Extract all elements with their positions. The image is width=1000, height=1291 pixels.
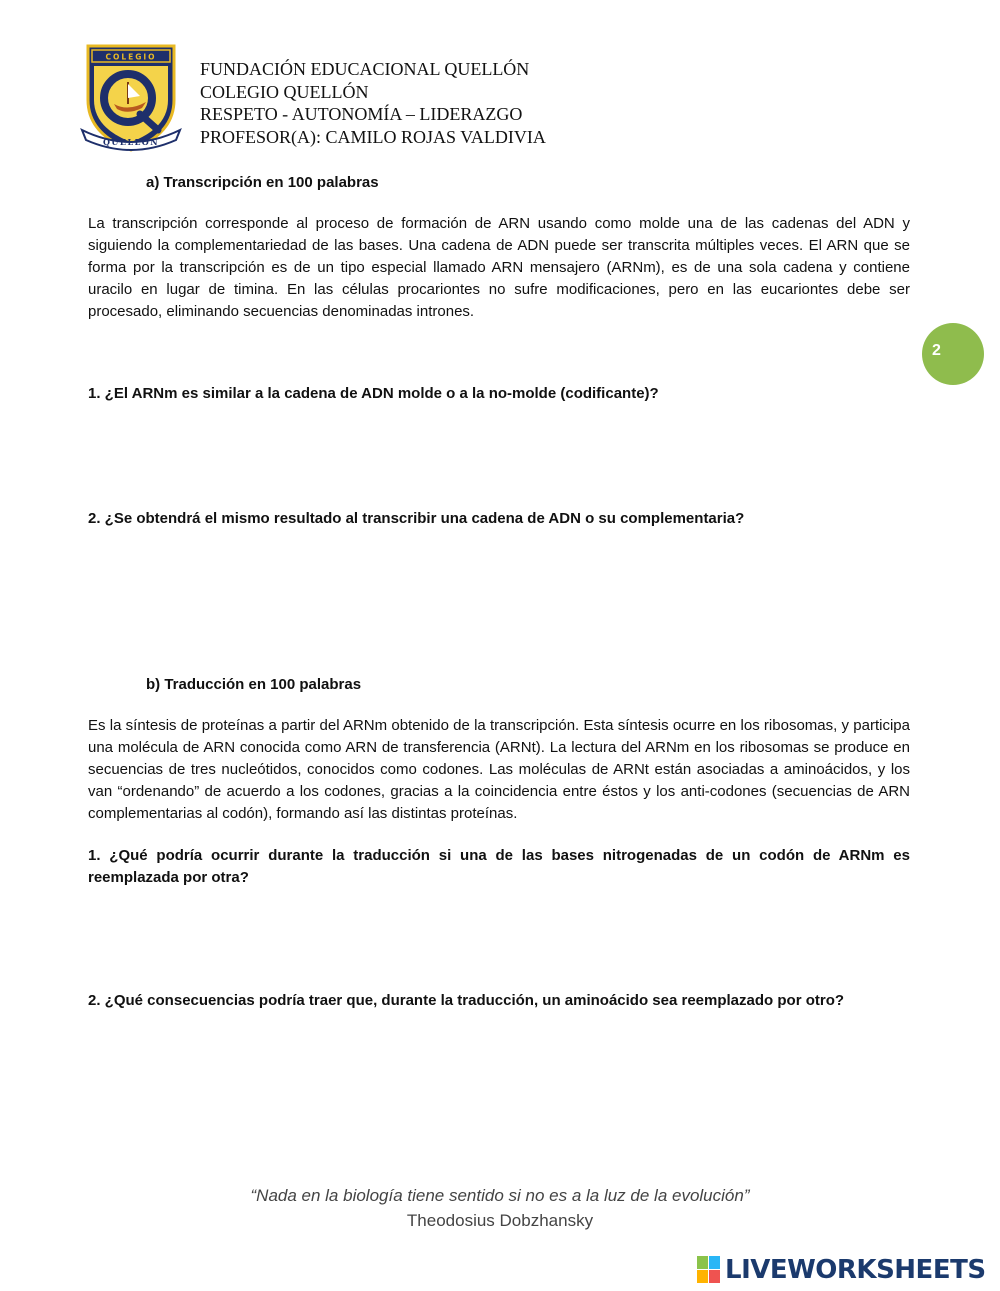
header-foundation: FUNDACIÓN EDUCACIONAL QUELLÓN: [200, 59, 530, 79]
question-b2: 2. ¿Qué consecuencias podría traer que, durante la traducción, un aminoácido sea reemplazado por otro?: [88, 992, 845, 1009]
section-b-paragraph: Es la síntesis de proteínas a partir del ARNm obtenido de la transcripción. Esta síntesis ocurre en los ribosomas, y participa una molécula de ARN conocida como ARN de transferencia (ARNt). La lectura del ARNm en los ribosomas se produce en secuencias de tres nucleótidos, conocidos como codones. Las moléculas de ARNt están asociadas a aminoácidos, y los van “ordenando” de acuerdo a los codones, gracias a la coincidencia entre éstos y los anti-codones (secuencias de ARN complementarias al codón), formando así las distintas proteínas.: [88, 717, 910, 822]
header-teacher: PROFESOR(A): CAMILO ROJAS VALDIVIA: [200, 126, 546, 147]
section-b-heading: b) Traducción en 100 palabras: [146, 676, 362, 693]
logo-top-text: COLEGIO: [105, 52, 157, 62]
section-a-paragraph: La transcripción corresponde al proceso de formación de ARN usando como molde una de las cadenas del ADN y siguiendo la complementariedad de las bases. Una cadena de ADN puede ser transcrita múltiples veces. El ARN que se forma por la transcripción es de un tipo especial llamado ARN mensajero (ARNm), es de una sola cadena y contiene uracilo en lugar de timina. En las células procariontes no sufre modificaciones, pero en las eucariontes debe ser procesado, eliminando secuencias denominadas intrones.: [88, 215, 910, 320]
footer-quote: “Nada en la biología tiene sentido si no es a la luz de la evolución”: [250, 1186, 750, 1205]
question-b1: 1. ¿Qué podría ocurrir durante la traducción si una de las bases nitrogenadas de un codón de ARNm es reemplazada por otra?: [88, 847, 910, 886]
question-a1: 1. ¿El ARNm es similar a la cadena de ADN molde o a la no-molde (codificante)?: [88, 385, 659, 402]
page-number-badge: [922, 323, 984, 385]
page-number: 2: [932, 342, 941, 359]
liveworksheets-icon: [697, 1256, 721, 1284]
question-a2: 2. ¿Se obtendrá el mismo resultado al transcribir una cadena de ADN o su complementaria?: [88, 510, 745, 527]
footer-author: Theodosius Dobzhansky: [406, 1211, 594, 1230]
header-school: COLEGIO QUELLÓN: [200, 81, 369, 102]
liveworksheets-text: LIVEWORKSHEETS: [725, 1255, 986, 1285]
school-header: [200, 58, 546, 148]
section-a-heading: a) Transcripción en 100 palabras: [146, 174, 379, 191]
school-crest-logo: [80, 42, 182, 154]
liveworksheets-watermark: [697, 1254, 986, 1286]
logo-bottom-text: QUELLÓN: [102, 137, 160, 147]
header-values: RESPETO - AUTONOMÍA – LIDERAZGO: [200, 104, 523, 124]
